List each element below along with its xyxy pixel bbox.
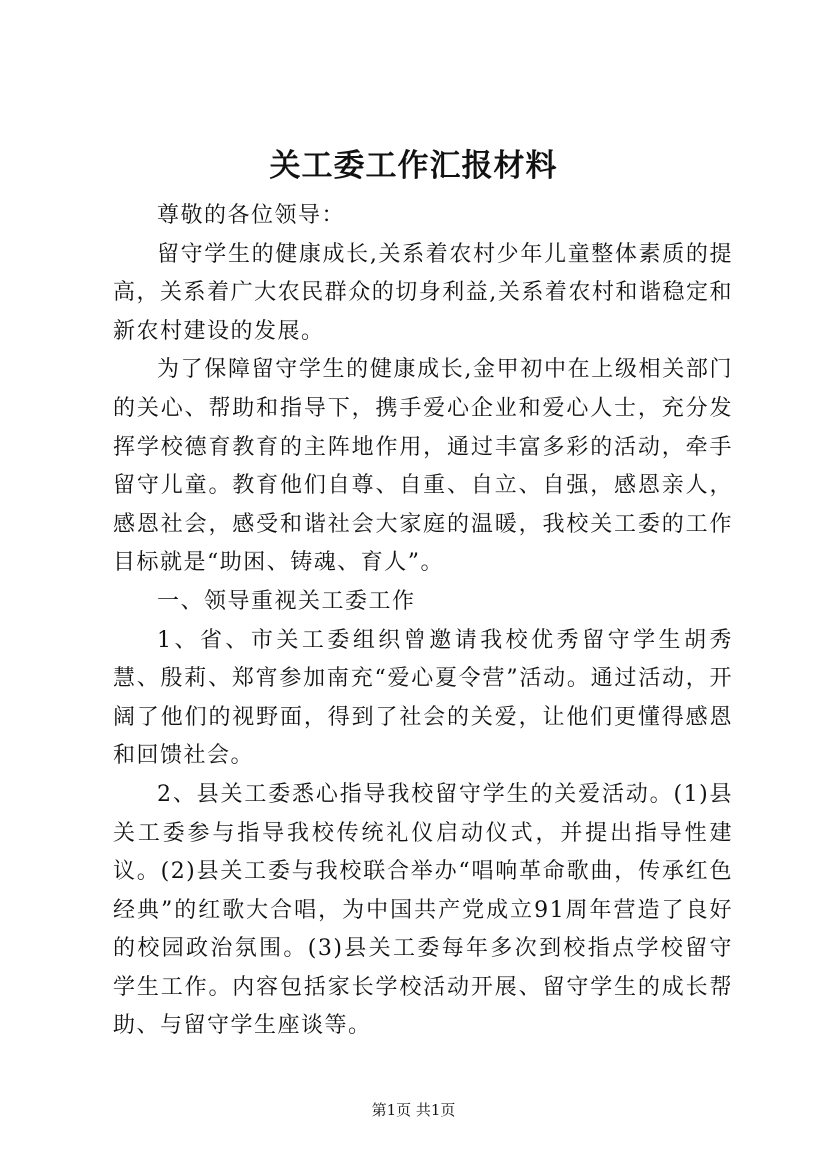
section-heading: 一、领导重视关工委工作 xyxy=(157,588,416,614)
body-paragraph: 留守学生的健康成长,关系着农村少年儿童整体素质的提高，关系着广大农民群众的切身利益,关系着农村和谐稳定和新农村建设的发展。 xyxy=(113,241,733,344)
body-paragraph: 为了保障留守学生的健康成长,金甲初中在上级相关部门的关心、帮助和指导下，携手爱心企业和爱心人士，充分发挥学校德育教育的主阵地作用，通过丰富多彩的活动，牵手留守儿童。教育他们自尊、自重、自立、自强，感恩亲人，感恩社会，感受和谐社会大家庭的温暖，我校关工委的工作目标就是“助困、铸魂、育人”。 xyxy=(113,357,733,576)
page-number-label: 第1页 共1页 xyxy=(371,1101,456,1119)
body-paragraph: 2、县关工委悉心指导我校留守学生的关爱活动。(1)县关工委参与指导我校传统礼仪启动仪式，并提出指导性建议。(2)县关工委与我校联合举办“唱响革命歌曲，传承红色经典”的红歌大合唱，为中国共产党成立91周年营造了良好的校园政治氛围。(3)县关工委每年多次到校指点学校留守学生工作。内容包括家长学校活动开展、留守学生的成长帮助、与留守学生座谈等。 xyxy=(113,781,733,1039)
salutation-paragraph: 尊敬的各位领导： xyxy=(157,203,346,228)
body-paragraph: 1、省、市关工委组织曾邀请我校优秀留守学生胡秀慧、殷莉、郑宵参加南充“爱心夏令营”活动。通过活动，开阔了他们的视野面，得到了社会的关爱，让他们更懂得感恩和回馈社会。 xyxy=(113,627,733,769)
document-title: 关工委工作汇报材料 xyxy=(269,148,558,184)
document-body xyxy=(113,197,733,1046)
page-footer xyxy=(0,1100,827,1120)
